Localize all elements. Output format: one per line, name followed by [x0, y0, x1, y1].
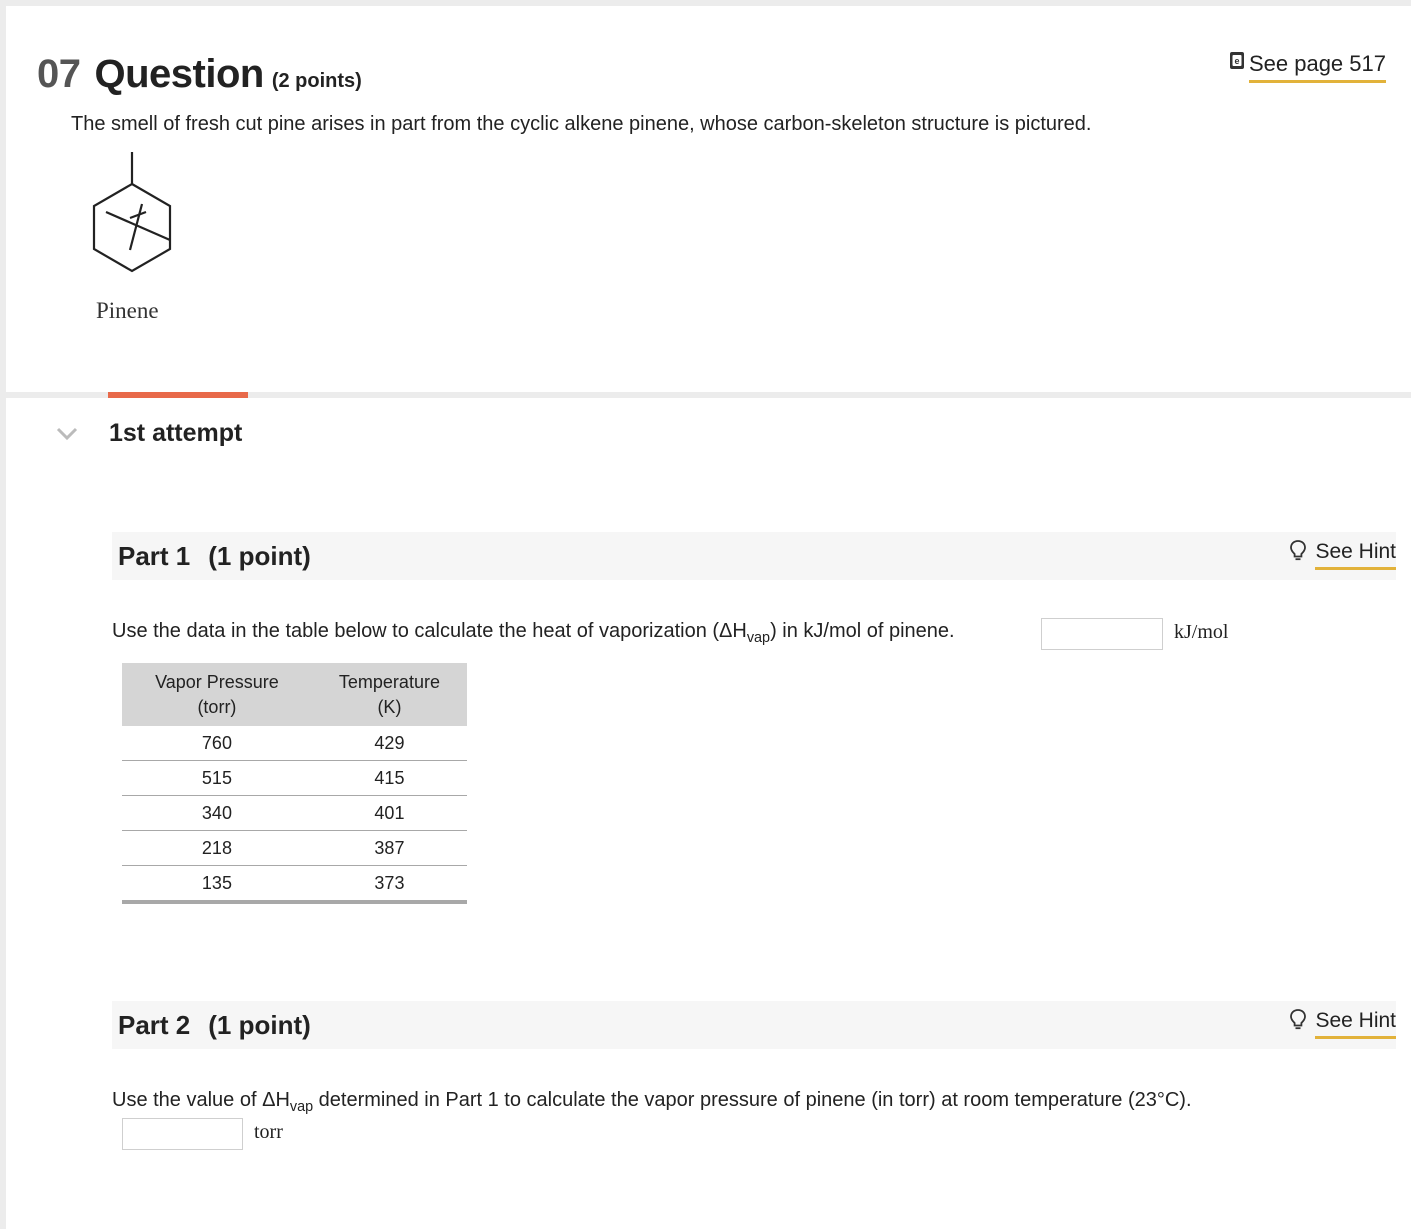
- part2-points: (1 point): [208, 1010, 311, 1040]
- part2-unit: torr: [254, 1121, 283, 1143]
- question-word: Question: [94, 52, 264, 96]
- part1-header: [112, 532, 1396, 580]
- header-unit: (K): [377, 696, 402, 717]
- question-points: (2 points): [271, 70, 362, 92]
- molecule-label: Pinene: [96, 298, 159, 323]
- chevron-down-icon[interactable]: [56, 427, 78, 441]
- question-title: [37, 52, 362, 97]
- part2-prompt-sub: vap: [289, 1099, 314, 1116]
- vapor-pressure-table: [122, 663, 467, 904]
- part1-prompt-after: ) in kJ/mol of pinene.: [770, 620, 955, 642]
- header-text: Vapor Pressure: [155, 671, 279, 692]
- table-header-row: [122, 663, 467, 726]
- table-header-vapor-pressure: [122, 663, 312, 726]
- top-border: [0, 0, 1411, 6]
- table-row: [122, 726, 467, 761]
- part1-points: (1 point): [208, 541, 311, 571]
- attempt-label: 1st attempt: [109, 419, 243, 447]
- pinene-structure-image: [86, 150, 178, 276]
- part1-see-hint-link[interactable]: [1289, 540, 1396, 564]
- part2-prompt: [112, 1089, 1192, 1115]
- part2-see-hint-link[interactable]: [1289, 1009, 1396, 1033]
- table-row: [122, 796, 467, 831]
- part2-header: [112, 1001, 1396, 1049]
- table-cell: 218: [122, 831, 312, 866]
- part1-prompt: [112, 620, 955, 646]
- part2-title-text: Part 2: [118, 1010, 191, 1040]
- part2-prompt-before: Use the value of ΔH: [112, 1089, 290, 1111]
- table-cell: 415: [312, 761, 467, 796]
- question-intro: The smell of fresh cut pine arises in part from the cyclic alkene pinene, whose carbon-skeleton structure is pictured.: [71, 113, 1092, 135]
- part2-prompt-after: determined in Part 1 to calculate the vapor pressure of pinene (in torr) at room temperature (23°C).: [313, 1089, 1192, 1111]
- part1-title-text: Part 1: [118, 541, 191, 571]
- part2-hint-label: See Hint: [1315, 1009, 1396, 1039]
- see-page-label: See page 517: [1249, 51, 1386, 83]
- table-cell: 387: [312, 831, 467, 866]
- header-unit: (torr): [197, 696, 237, 717]
- ebook-icon: [1229, 50, 1245, 76]
- attempt-tab-indicator: [108, 392, 248, 398]
- table-row: [122, 761, 467, 796]
- table-cell: 135: [122, 866, 312, 903]
- svg-text:e: e: [1234, 56, 1240, 67]
- see-page-link[interactable]: [1229, 51, 1386, 78]
- part2-answer-input[interactable]: [122, 1118, 243, 1150]
- table-cell: 429: [312, 726, 467, 761]
- table-row: [122, 831, 467, 866]
- table-cell: 373: [312, 866, 467, 903]
- question-number: 07: [37, 52, 81, 96]
- part1-answer-input[interactable]: [1041, 618, 1163, 650]
- header-text: Temperature: [338, 671, 440, 692]
- part1-prompt-before: Use the data in the table below to calculate the heat of vaporization (ΔH: [112, 620, 747, 642]
- part1-unit: kJ/mol: [1174, 621, 1229, 643]
- table-row: [122, 866, 467, 903]
- lightbulb-icon: [1289, 539, 1307, 561]
- table-cell: 340: [122, 796, 312, 831]
- part2-title: [118, 1010, 311, 1041]
- part1-prompt-sub: vap: [746, 630, 771, 647]
- table-cell: 515: [122, 761, 312, 796]
- part1-title: [118, 541, 311, 572]
- part1-hint-label: See Hint: [1315, 540, 1396, 570]
- lightbulb-icon: [1289, 1008, 1307, 1030]
- table-cell: 401: [312, 796, 467, 831]
- left-border: [0, 6, 6, 1229]
- table-header-temperature: [312, 663, 467, 726]
- table-cell: 760: [122, 726, 312, 761]
